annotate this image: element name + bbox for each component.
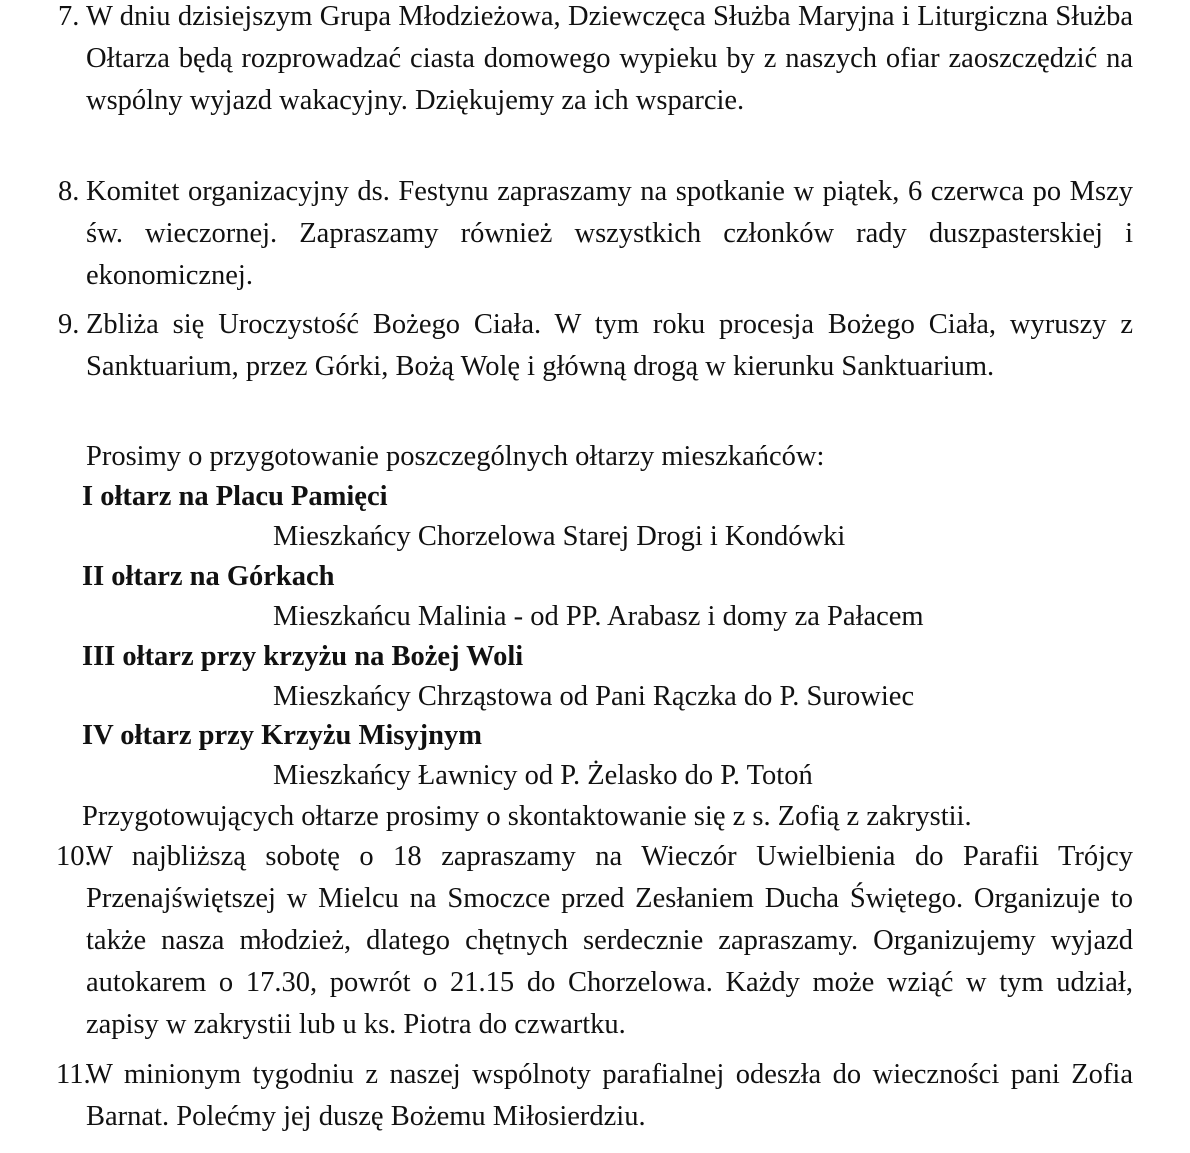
item-text: W minionym tygodniu z naszej wspólnoty parafialnej odeszła do wieczności pani Zofia Barnat. Polećmy jej duszę Bożemu Miłosierdziu. [86, 1059, 1133, 1132]
altar-residents: Mieszkańcy Ławnicy od P. Żelasko do P. Totoń [273, 760, 813, 791]
altar-residents: Mieszkańcu Malinia - od PP. Arabasz i domy za Pałacem [273, 601, 924, 632]
altar-title: II ołtarz na Górkach [82, 561, 335, 592]
contact-note: Przygotowujących ołtarze prosimy o skontaktowanie się z s. Zofią z zakrystii. [82, 801, 972, 832]
altar-title: III ołtarz przy krzyżu na Bożej Woli [82, 641, 524, 672]
announcement-item [0, 171, 1190, 297]
announcement-item [0, 1054, 1190, 1138]
altar-title: I ołtarz na Placu Pamięci [82, 481, 388, 512]
item-number: 10. [56, 841, 92, 872]
altars-intro: Prosimy o przygotowanie poszczególnych ołtarzy mieszkańców: [86, 441, 825, 472]
item-text: Komitet organizacyjny ds. Festynu zapraszamy na spotkanie w piątek, 6 czerwca po Mszy św. wieczornej. Zapraszamy również wszystkich członków rady duszpasterskiej i ekonomicznej. [86, 176, 1133, 291]
altar-title: IV ołtarz przy Krzyżu Misyjnym [82, 720, 482, 751]
item-number: 8. [58, 176, 80, 207]
item-text: Zbliża się Uroczystość Bożego Ciała. W tym roku procesja Bożego Ciała, wyruszy z Sanktuarium, przez Górki, Bożą Wolę i główną drogą w kierunku Sanktuarium. [86, 309, 1133, 382]
announcement-item [0, 0, 1190, 122]
item-number: 11. [56, 1059, 91, 1090]
item-number: 7. [58, 1, 80, 32]
announcement-item [0, 836, 1190, 1046]
item-number: 9. [58, 309, 80, 340]
altar-residents: Mieszkańcy Chrząstowa od Pani Rączka do P. Surowiec [273, 681, 915, 712]
item-text: W najbliższą sobotę o 18 zapraszamy na Wieczór Uwielbienia do Parafii Trójcy Przenajświętszej w Mielcu na Smoczce przed Zesłaniem Ducha Świętego. Organizuje to także nasza młodzież, dlatego chętnych serdecznie zapraszamy. Organizujemy wyjazd autokarem o 17.30, powrót o 21.15 do Chorzelowa. Każdy może wziąć w tym udział, zapisy w zakrystii lub u ks. Piotra do czwartku. [86, 841, 1133, 1040]
announcement-item [0, 304, 1190, 388]
altar-residents: Mieszkańcy Chorzelowa Starej Drogi i Kondówki [273, 521, 846, 552]
item-text: W dniu dzisiejszym Grupa Młodzieżowa, Dziewczęca Służba Maryjna i Liturgiczna Służba Ołtarza będą rozprowadzać ciasta domowego wypieku by z naszych ofiar zaoszczędzić na wspólny wyjazd wakacyjny. Dziękujemy za ich wsparcie. [86, 1, 1133, 116]
